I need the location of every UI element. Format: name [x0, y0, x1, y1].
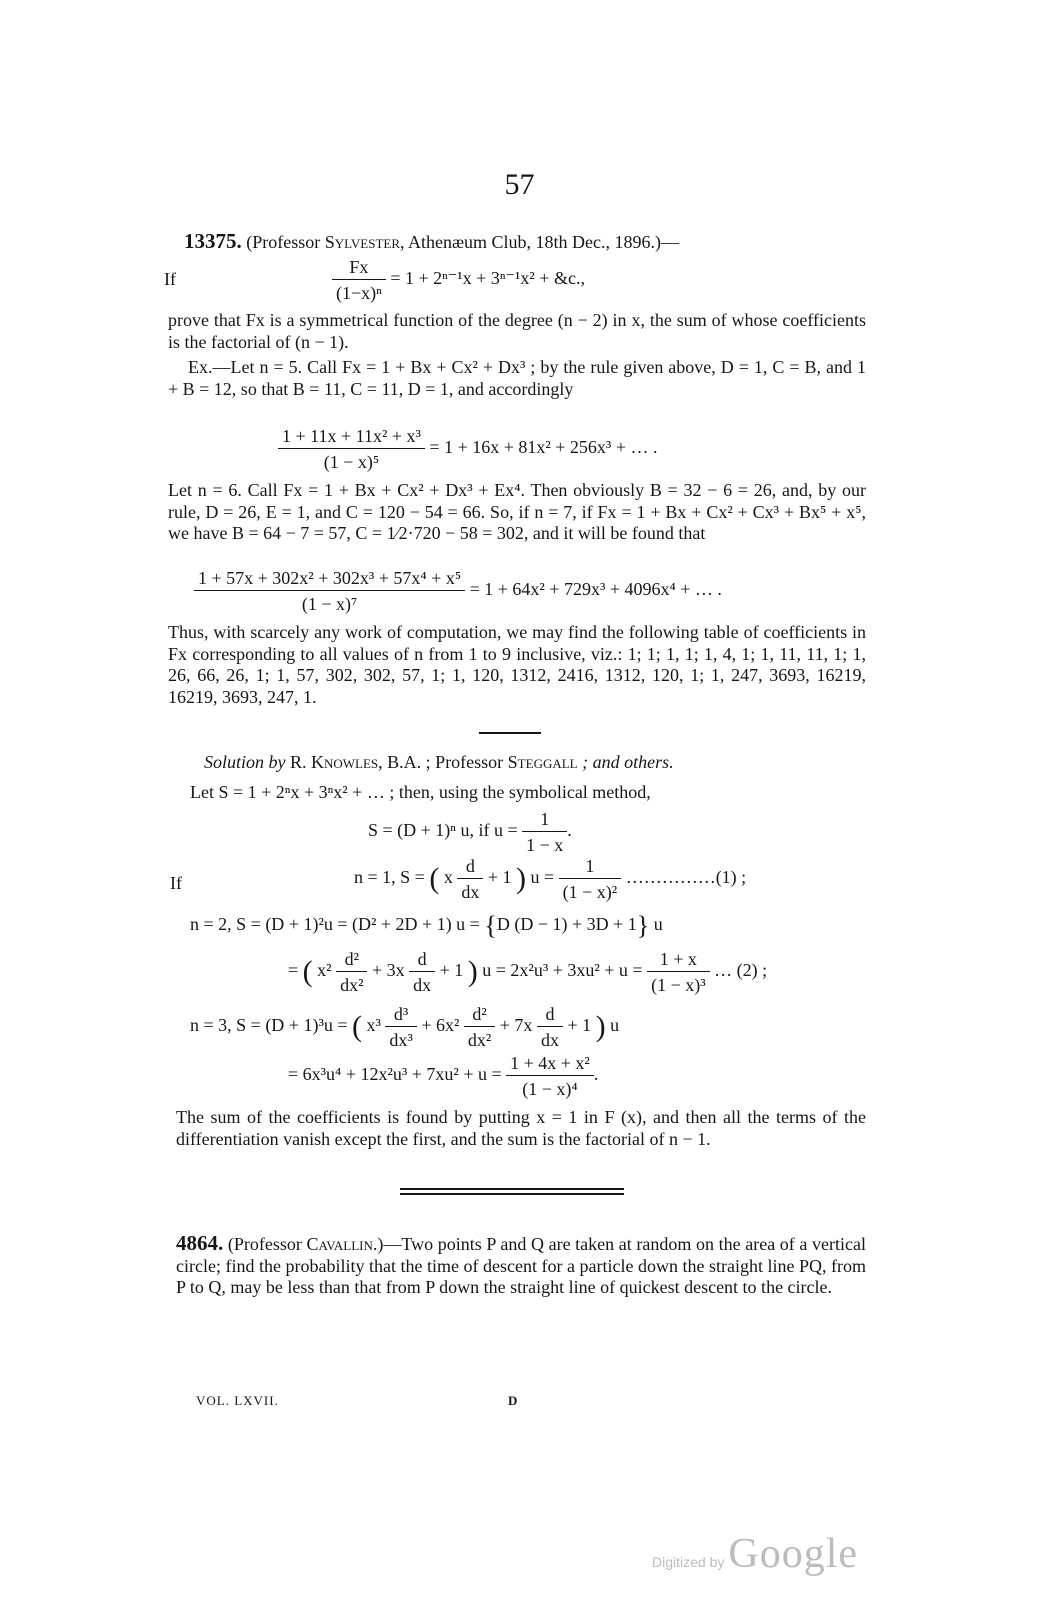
s-definition-text: S = (D + 1)ⁿ u, if u =: [368, 820, 523, 841]
d2-dx2-fraction: $\frac{\text{d²}}{\text{dx²}}$: [464, 1003, 495, 1051]
denominator: (1 − x)²: [562, 882, 618, 902]
volume-label: VOL. LXVII.: [196, 1393, 279, 1408]
solver-1-degree: , B.A. ; Professor: [378, 752, 508, 772]
digitized-by-google-watermark: [652, 1530, 858, 1578]
n3-result-fraction: [506, 1052, 594, 1100]
n2-u: u: [653, 914, 663, 934]
page-number: 57: [504, 168, 535, 201]
d-dx-fraction: $\frac{d}{dx}$: [409, 948, 435, 996]
author-name: Sylvester: [324, 232, 401, 252]
d-dx-fraction: $\frac{d}{dx}$: [537, 1003, 563, 1051]
denominator: (1 − x)³: [651, 975, 706, 995]
solution-byline: [204, 752, 866, 774]
n2-brace-content: D (D − 1) + 3D + 1: [496, 914, 637, 934]
equation-n3-line1: n = 3, S = (D + 1)³u = ( x³ $\frac{\text{d³}}{\text{dx³}}$ + 6x² $\frac{\text{d²}}{\text{dx²}}$ + 7x $\frac{d}{dx}$ + 1 ) u: [190, 1004, 620, 1050]
d3-dx3-fraction: $\frac{\text{d³}}{\text{dx³}}$: [385, 1003, 416, 1051]
problem-number: 13375.: [184, 229, 242, 253]
denominator: (1 − x)⁷: [301, 594, 358, 614]
problem-number: 4864.: [176, 1231, 224, 1255]
google-logo: Google: [728, 1531, 859, 1577]
n1-lhs: n = 1, S =: [354, 867, 430, 888]
citation-close: , Athenæum Club, 18th Dec., 1896.)—: [400, 232, 679, 252]
equation-2-fraction: [278, 425, 425, 473]
if-label-2: If: [170, 873, 182, 893]
numerator: 1 + 11x + 11x² + x³: [278, 425, 425, 449]
n2-expansion: u = 2x²u³ + 3xu² + u =: [482, 960, 648, 981]
citation-close: .)—: [372, 1234, 402, 1254]
equation-label-2: … (2) ;: [714, 960, 768, 981]
equation-3-fraction: [194, 567, 465, 615]
denominator: (1 − x)⁴: [522, 1079, 578, 1099]
signature-mark: D: [508, 1393, 519, 1408]
solution-conclusion: The sum of the coefficients is found by putting x = 1 in F (x), and then all the terms of the differentiation vanish except the first, and the sum is the factorial of n − 1.: [176, 1107, 866, 1149]
solver-2: Steggall: [507, 752, 578, 772]
coefficient-table-text: Thus, with scarcely any work of computation, we may find the following table of coefficients in Fx corresponding to all values of n from 1 to 9 inclusive, viz.: 1; 1; 1, 1; 1, 4, 1; 1, 11, 11, 1; 1, 26, 66, 26, 1; 1, 57, 302, 302, 57, 1; 1, 120, 1312, 2416, 1312, 120, 1; 1, 247, 3693, 16219, 16219, 3693, 247, 1.: [168, 622, 866, 707]
numerator: 1: [522, 808, 567, 832]
s-definition: S = (D + 1)ⁿ u, if u = $\frac{1}{1 - x}$ .: [368, 809, 572, 855]
citation-open: (Professor: [227, 1234, 307, 1254]
denominator: (1 − x)⁵: [323, 452, 380, 472]
problem-4864: [176, 1233, 866, 1299]
n2-equals: =: [288, 960, 303, 981]
denominator: 1 − x: [526, 835, 564, 855]
d2-dx2-fraction: $\frac{\text{d²}}{\text{dx²}}$: [336, 948, 367, 996]
n2-plus-one: + 1: [439, 960, 464, 981]
n3-u: u: [610, 1015, 620, 1036]
solver-1: R. Knowles: [290, 752, 379, 772]
equation-n3-line2: = 6x³u⁴ + 12x²u³ + 7xu² + u = $\frac{\text{1 + 4x + x²}}{\text{(1 − x)⁴}}$ .: [288, 1053, 599, 1099]
numerator: 1 + x: [647, 948, 710, 972]
numerator: 1 + 4x + x²: [506, 1052, 594, 1076]
numerator: Fx: [332, 256, 386, 280]
n2-result-fraction: [647, 948, 710, 996]
equation-label-1: ……………(1) ;: [625, 867, 747, 888]
author-name: Cavallin: [306, 1234, 373, 1254]
equation-1-rhs: = 1 + 2ⁿ⁻¹x + 3ⁿ⁻¹x² + &c.,: [390, 268, 585, 289]
double-rule-bottom: [400, 1193, 624, 1195]
solution-by-label: Solution by: [204, 752, 286, 772]
n1-result-fraction: [559, 855, 622, 903]
equation-n2-line1: n = 2, S = (D + 1)²u = (D² + 2D + 1) u = {D (D − 1) + 3D + 1} u: [190, 910, 663, 940]
n2-3x: + 3x: [371, 960, 405, 981]
n2-x2: x²: [317, 960, 332, 981]
numerator: 1: [559, 855, 622, 879]
equation-3: [194, 567, 722, 615]
solution-intro: Let S = 1 + 2ⁿx + 3ⁿx² + … ; then, using the symbolical method,: [190, 782, 651, 802]
double-rule-top: [400, 1188, 624, 1190]
citation-open: (Professor: [246, 232, 325, 252]
and-others: ; and others.: [577, 752, 674, 772]
equation-1: [332, 256, 585, 304]
separator-short: [479, 732, 541, 734]
n3-plus-one: + 1: [567, 1015, 592, 1036]
n3-lhs: n = 3, S = (D + 1)³u =: [190, 1015, 352, 1036]
numerator: 1 + 57x + 302x² + 302x³ + 57x⁴ + x⁵: [194, 567, 465, 591]
problem-4864-text: Two points P and Q are taken at random on the area of a vertical circle; find the probability that the time of descent for a particle down the straight line PQ, from P to Q, may be less than that from P down the straight line of quickest descent to the circle.: [176, 1234, 866, 1297]
u-fraction: [522, 808, 567, 856]
equation-n2-line2: = ( x² $\frac{\text{d²}}{\text{dx²}}$ + 3x $\frac{d}{dx}$ + 1 ) u = 2x²u³ + 3xu² + u = $\frac{1 + x}{\text{(1 − x)³}}$ … (2) ;: [288, 949, 768, 995]
n3-x3: x³: [366, 1015, 381, 1036]
equation-1-fraction: [332, 256, 386, 304]
equation-2: [278, 425, 657, 473]
n1-after: u =: [530, 867, 559, 888]
problem-13375-statement: prove that Fx is a symmetrical function of the degree (n − 2) in x, the sum of whose coefficients is the factorial of (n − 1).: [168, 310, 866, 352]
equation-3-rhs: = 1 + 64x² + 729x³ + 4096x⁴ + … .: [469, 579, 722, 600]
n3-expansion: = 6x³u⁴ + 12x²u³ + 7xu² + u =: [288, 1064, 507, 1085]
n1-x: x: [443, 867, 453, 888]
n3-7x: + 7x: [499, 1015, 533, 1036]
equation-2-rhs: = 1 + 16x + 81x² + 256x³ + … .: [429, 437, 658, 458]
denominator: (1−x)ⁿ: [336, 283, 382, 303]
digitized-by-label: Digitized by: [652, 1554, 725, 1570]
problem-13375-header: [184, 231, 866, 254]
n3-6x2: + 6x²: [421, 1015, 460, 1036]
equation-n1: n = 1, S = ( x $\frac{d}{dx}$ + 1 ) u = $\frac{1}{\text{(1 − x)²}}$ ……………(1) ;: [354, 856, 747, 902]
example-n6: Let n = 6. Call Fx = 1 + Bx + Cx² + Dx³ + Ex⁴. Then obviously B = 32 − 6 = 26, and, by our rule, D = 26, E = 1, and C = 120 − 54 = 66. So, if n = 7, if Fx = 1 + Bx + Cx² + Cx³ + Bx⁵ + x⁵, we have B = 64 − 7 = 57, C = 1⁄2·720 − 58 = 302, and it will be found that: [168, 480, 866, 543]
example-intro: Ex.—Let n = 5. Call Fx = 1 + Bx + Cx² + Dx³ ; by the rule given above, D = 1, C = B, and 1 + B = 12, so that B = 11, C = 11, D = 1, and accordingly: [168, 357, 866, 399]
n1-plus-one: + 1: [487, 867, 512, 888]
d-dx-fraction: $\frac{d}{dx}$: [457, 855, 483, 903]
n2-lhs: n = 2, S = (D + 1)²u = (D² + 2D + 1) u =: [190, 914, 485, 934]
if-label: If: [164, 269, 176, 289]
